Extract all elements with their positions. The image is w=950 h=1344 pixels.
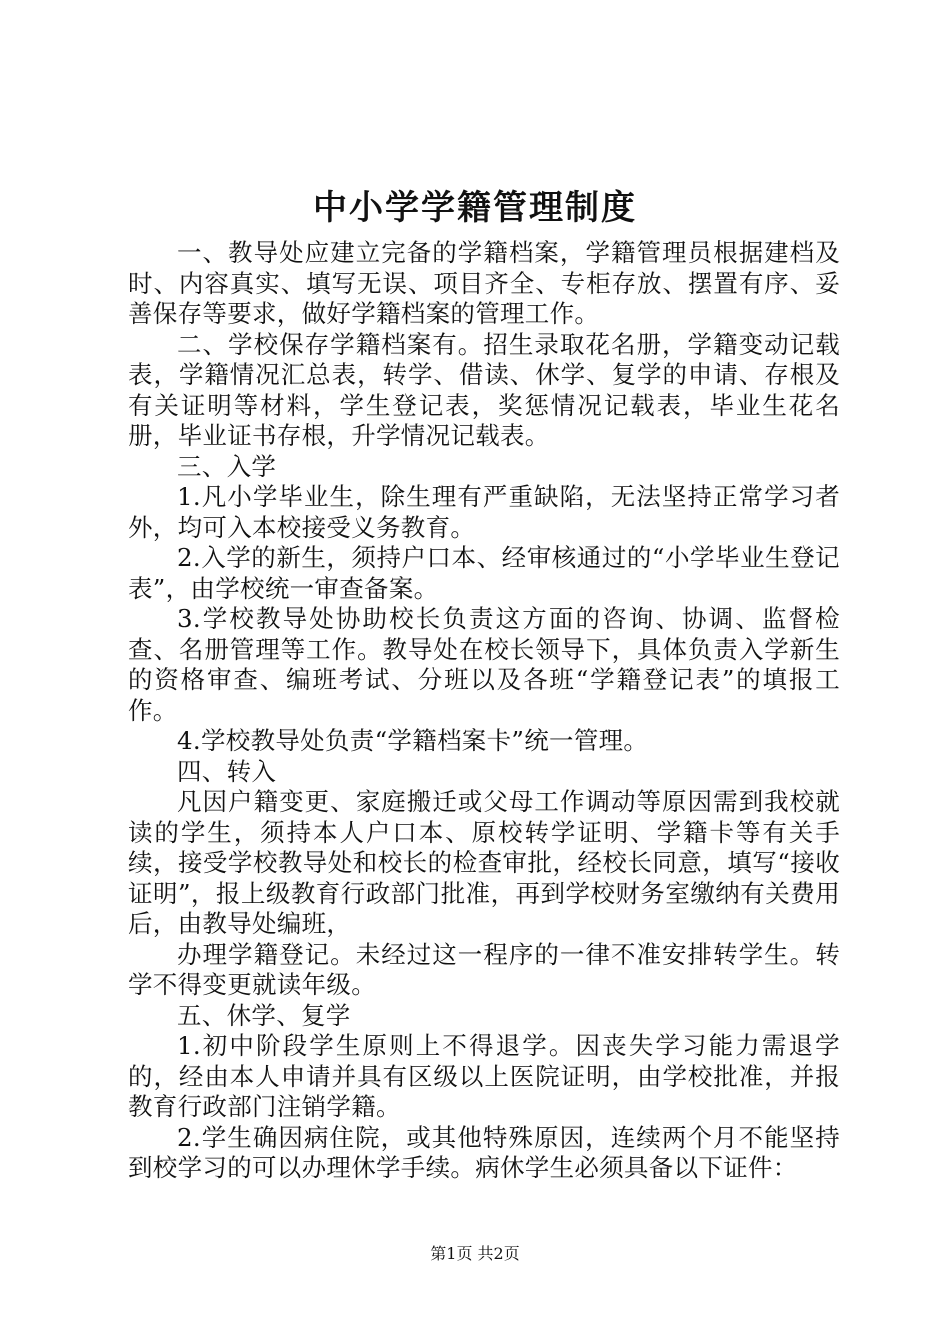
paragraph-1: 一、教导处应建立完备的学籍档案，学籍管理员根据建档及时、内容真实、填写无误、项目齐全、专柜存放、摆置有序、妥善保存等要求，做好学籍档案的管理工作。 (128, 238, 840, 328)
document-body (128, 238, 840, 1184)
paragraph-enrollment-1: 1.凡小学毕业生，除生理有严重缺陷，无法坚持正常学习者外，均可入本校接受义务教育。 (128, 482, 840, 542)
paragraph-transfer-in-2: 办理学籍登记。未经过这一程序的一律不准安排转学生。转学不得变更就读年级。 (128, 939, 840, 999)
section-heading-suspension: 五、休学、复学 (177, 1000, 351, 1030)
paragraph-transfer-in-1: 凡因户籍变更、家庭搬迁或父母工作调动等原因需到我校就读的学生，须持本人户口本、原校转学证明、学籍卡等有关手续，接受学校教导处和校长的检查审批，经校长同意，填写“接收证明”，报上级教育行政部门批准，再到学校财务室缴纳有关费用后，由教导处编班， (128, 787, 840, 938)
paragraph-2: 二、学校保存学籍档案有。招生录取花名册，学籍变动记载表，学籍情况汇总表，转学、借读、休学、复学的申请、存根及有关证明等材料，学生登记表，奖惩情况记载表，毕业生花名册，毕业证书存根，升学情况记载表。 (128, 329, 840, 450)
paragraph-suspension-2: 2.学生确因病住院，或其他特殊原因，连续两个月不能坚持到校学习的可以办理休学手续。病休学生必须具备以下证件： (128, 1122, 840, 1182)
paragraph-enrollment-4: 4.学校教导处负责“学籍档案卡”统一管理。 (177, 726, 649, 755)
page-footer: 第1页 共2页 (430, 1244, 520, 1263)
section-heading-enrollment: 三、入学 (177, 451, 277, 481)
document-title: 中小学学籍管理制度 (313, 188, 637, 228)
paragraph-suspension-1: 1.初中阶段学生原则上不得退学。因丧失学习能力需退学的，经由本人申请并具有区级以上医院证明，由学校批准，并报教育行政部门注销学籍。 (128, 1031, 840, 1121)
paragraph-enrollment-3: 3.学校教导处协助校长负责这方面的咨询、协调、监督检查、名册管理等工作。教导处在校长领导下，具体负责入学新生的资格审查、编班考试、分班以及各班“学籍登记表”的填报工作。 (128, 604, 840, 725)
paragraph-enrollment-2: 2.入学的新生，须持户口本、经审核通过的“小学毕业生登记表”，由学校统一审查备案。 (128, 543, 840, 603)
section-heading-transfer-in: 四、转入 (177, 756, 277, 786)
